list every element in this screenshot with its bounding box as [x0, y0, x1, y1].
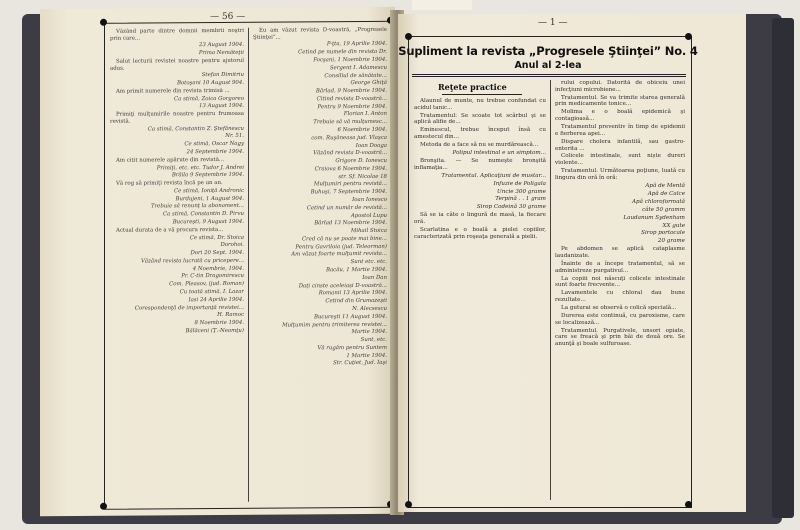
text-paragraph: Trebuie să renunţ la abonament...: [151, 203, 244, 210]
text-paragraph: Tratamentul. Aplicaţiuni de mustar...: [441, 172, 546, 179]
text-paragraph: Ca stimă, Constantin Z. Ştefănescu: [147, 125, 244, 133]
text-paragraph: Ioan Doaga: [355, 142, 387, 149]
text-paragraph: Ce stimă, Oscar Nagy: [184, 140, 244, 148]
text-paragraph: Bucureşti 11 August 1904.: [314, 313, 387, 321]
text-paragraph: Durerea este continuă, cu paroxisme, care se localizează...: [555, 313, 685, 326]
left-page: [40, 7, 395, 516]
text-paragraph: Pr. C-tin Dragomirescu: [181, 273, 244, 280]
text-paragraph: Florian I. Anton: [343, 111, 387, 118]
text-paragraph: La copiii noi născuţi colicele intestinale sunt foarte frecvente...: [555, 275, 685, 289]
text-paragraph: Dispare cholera infantilă, sau gastro-enterita ...: [555, 138, 685, 152]
text-paragraph: rului copului. Datorită de obiceiu unei infecţiuni microbiene...: [555, 80, 685, 93]
text-paragraph: Înainte de a începe tratamentul, să se administreze purgativul...: [555, 261, 685, 274]
text-paragraph: Tratamentul preventiv în timp de epidemii e fierberea apei...: [555, 124, 685, 137]
frame-corner-br: [685, 501, 692, 508]
text-paragraph: Cred că nu se poate mai bine...: [301, 235, 387, 243]
text-paragraph: Laudanum Sydenham: [623, 214, 685, 221]
text-paragraph: 6 Noembrie 1904.: [337, 126, 387, 134]
text-paragraph: Ioan Dan: [362, 274, 387, 281]
text-paragraph: câte 50 gramm: [642, 206, 685, 213]
right-column-2: [555, 80, 685, 500]
frame-corner-bl: [405, 501, 412, 508]
column-divider: [248, 28, 249, 502]
text-paragraph: Văzând revista D-voastră...: [313, 150, 387, 157]
text-paragraph: Terpină . . 1 gram: [495, 196, 546, 203]
text-paragraph: Romanii 13 Aprilie 1904.: [318, 290, 387, 297]
text-paragraph: Trebuie să vă mulţumesc...: [313, 119, 387, 126]
text-paragraph: Ce stimă, Dr. Stoica: [189, 234, 244, 241]
section-underline: [442, 94, 522, 95]
left-page-number: — 56 —: [210, 11, 246, 23]
text-paragraph: str. Sf. Nicolae 18: [338, 173, 387, 180]
right-page-number: — 1 —: [538, 18, 568, 28]
frame-corner-tl: [405, 33, 412, 40]
text-paragraph: N. Alecsescu: [352, 305, 387, 312]
left-column-2: [253, 27, 387, 502]
text-paragraph: Citind revista D-voastră...: [316, 95, 387, 103]
text-paragraph: Sunt, etc.: [360, 336, 387, 344]
text-paragraph: Văzând revista lucrată cu pricepere...: [140, 257, 244, 265]
text-paragraph: Bălăceni (Ţ.-Neamţu): [185, 327, 244, 335]
text-paragraph: Tratamentul. Purgativele, unsori opiate, care se freacă şi prin băi de două ore. Se anunţă şi boale sulfuroase.: [555, 327, 685, 348]
text-paragraph: Brăila 9 Septembrie 1904.: [171, 172, 244, 179]
text-paragraph: Mulţumiri pentru revistă...: [313, 181, 387, 188]
text-paragraph: Str. Cuţiet, Jud. Iaşi: [333, 360, 387, 367]
text-paragraph: Burdujeni, 1 August 904.: [175, 195, 244, 202]
supplement-subtitle: Anul al 2-lea: [514, 60, 582, 71]
text-paragraph: 13 August 1904.: [199, 103, 244, 110]
text-paragraph: 4 Noembrie, 1904.: [192, 265, 244, 272]
text-paragraph: Sirop Codeină 30 grame: [476, 204, 546, 211]
text-paragraph: 1 Martie 1904.: [346, 352, 387, 359]
text-paragraph: Primiţi mulţumirile noastre pentru frumoasa revistă.: [110, 111, 244, 125]
text-paragraph: Apă chloroformată: [631, 198, 685, 205]
text-paragraph: Cetind un număr de revistă...: [306, 204, 387, 212]
book-cover-edge: [772, 18, 794, 518]
text-paragraph: 20 grame: [657, 238, 685, 245]
text-paragraph: Am văzut foarte mulţumit revista...: [291, 251, 387, 258]
text-paragraph: Bacău, 1 Martie 1904.: [326, 266, 387, 274]
text-paragraph: Metoda de a face să nu se murdărească...: [420, 142, 539, 149]
right-column-1: [414, 98, 546, 500]
text-paragraph: XX gute: [662, 222, 685, 229]
text-paragraph: Vă rog să primiţi revista încă pe un an.: [116, 180, 223, 187]
frame-corner-tl: [100, 19, 107, 26]
column-divider: [550, 80, 551, 500]
text-paragraph: Ioan Ionesco: [352, 196, 387, 204]
text-paragraph: Cu toată stimă, I. Lazar: [179, 288, 244, 296]
text-paragraph: Uncie 300 grame: [497, 188, 546, 195]
text-paragraph: Să se ia câte o lingură de masă, la fiecare oră.: [414, 212, 546, 226]
text-paragraph: Iasi 24 Aprilie 1904.: [188, 296, 244, 303]
text-paragraph: Tratamentul: Se scoate tot scârbul şi se aplică alifie de...: [414, 112, 546, 126]
text-paragraph: Sirop portocale: [641, 230, 685, 237]
text-paragraph: Pentru Gavriloia (jud. Teleorman): [295, 243, 387, 251]
text-paragraph: Infuzie de Poligala: [493, 180, 546, 187]
supplement-title: Supliment la revista „Progresele Ştiinţei” No. 4: [398, 44, 698, 58]
text-paragraph: Consiliul de sănătate...: [324, 72, 387, 79]
left-column-1: [110, 28, 244, 503]
text-paragraph: Lavamentele cu chloral dau bune rezultate...: [555, 290, 685, 304]
text-paragraph: Grigore D. Ionescu: [335, 157, 387, 165]
text-paragraph: Cetind pe numele din revista Dr.: [298, 48, 387, 56]
text-paragraph: Primiţi, etc. etc. Tudor J. Andrei: [156, 164, 244, 171]
title-rule: [412, 74, 686, 75]
text-paragraph: Bronşita. — Se numeşte bronşită inflamaţia...: [414, 157, 546, 171]
text-paragraph: Martie 1904.: [351, 329, 387, 336]
text-paragraph: Eu am văzut revista D-voastră, „Progresele Ştiinţei”...: [253, 26, 387, 41]
text-paragraph: Alaunul de munte, nu trebue confundat cu acidul tanic...: [414, 98, 546, 111]
text-paragraph: Dorohoi.: [220, 242, 244, 249]
text-paragraph: Com. Pleasov, (jud. Roman): [169, 281, 244, 288]
text-paragraph: Dați cinste aceleiași D-voastră...: [298, 282, 387, 290]
text-paragraph: Dori 20 Sept. 1904.: [190, 249, 244, 257]
paper-tab: [412, 0, 472, 10]
text-paragraph: Bârlad, 9 Noembrie 1904.: [315, 87, 387, 95]
text-paragraph: Salut lecturii revistei noastre pentru ajutorul adus.: [110, 57, 244, 72]
text-paragraph: Stefan Dimitriu: [201, 72, 244, 79]
section-title: Reţete practice: [438, 82, 507, 92]
text-paragraph: Bucureşti, 9 August 1904.: [172, 218, 244, 226]
text-paragraph: 23 August 1904.: [199, 42, 244, 49]
text-paragraph: Mihail Stoica: [350, 227, 387, 235]
text-paragraph: Mulţumim pentru trimiterea revistei...: [282, 321, 387, 329]
text-paragraph: Focşani, 1 Noembrie 1904.: [313, 56, 387, 64]
text-paragraph: P-ţta, 19 Aprilie 1904.: [326, 41, 387, 48]
frame-corner-bl: [100, 503, 107, 510]
text-paragraph: Ce stimă, Ioniţă Andronic: [174, 187, 244, 195]
text-paragraph: Am primit numerele din revista trimisă ...: [116, 87, 230, 95]
text-paragraph: Am citit numerele apărute din revistă...: [116, 156, 225, 164]
text-paragraph: Cetind din Grumazeşti: [325, 297, 387, 305]
text-paragraph: Văzând parte dintre domnii membrii noştri prin care...: [110, 27, 244, 42]
frame-corner-tr: [685, 33, 692, 40]
text-paragraph: Nr. 51.: [225, 133, 244, 140]
text-paragraph: Pentru 9 Noembrie 1904.: [317, 103, 387, 110]
text-paragraph: Ca stimă, Zoica Gorgoreo: [174, 95, 244, 102]
text-paragraph: 24 Septembrie 1904.: [186, 148, 244, 156]
text-paragraph: Sergent I. Adamescu: [329, 64, 387, 71]
text-paragraph: Molima e o boală epidemică şi contagioasă...: [555, 109, 685, 123]
text-paragraph: Scarlatina e o boală a pielei copiilor, caracterizată prin roşeaţa generală a pielii.: [414, 227, 546, 240]
text-paragraph: com. Ruşăneasa jud. Vlaşca: [311, 134, 387, 142]
text-paragraph: Actual durata de a vă procura revista...: [116, 226, 224, 234]
text-paragraph: Buhuşi, 7 Septembrie 1904.: [310, 189, 387, 196]
text-paragraph: Apostol Lupu: [350, 212, 387, 219]
title-rule-2: [412, 76, 686, 77]
text-paragraph: George Ghiţă: [350, 80, 387, 87]
text-paragraph: Tratamentul. Se va trimite starea generală prin medicamente tonice...: [555, 94, 685, 108]
text-paragraph: Corespondenţă de importanţă revistei...: [134, 304, 244, 312]
text-paragraph: Apă de Mentă: [645, 182, 685, 189]
text-paragraph: Tratamentul. Următoarea poţiune, luată cu lingura din oră în oră:: [555, 168, 685, 181]
text-paragraph: Prima Nemăteţii: [198, 49, 244, 57]
text-paragraph: Colicele intestinale, sunt niște dureri violente...: [555, 153, 685, 167]
text-paragraph: Apă de Calce: [647, 190, 685, 197]
text-paragraph: H. Ramoc: [217, 312, 244, 319]
text-paragraph: Bârlad 13 Noembrie 1904.: [314, 220, 387, 227]
text-paragraph: Pe abdomen se aplică cataplasme laudanizate.: [555, 246, 685, 260]
text-paragraph: La guturai se observă o colică specială...: [561, 305, 677, 312]
text-paragraph: Craiova 6 Noembrie 1904.: [314, 165, 387, 173]
right-page: [398, 14, 746, 512]
text-paragraph: Sunt etc. etc.: [350, 259, 387, 266]
text-paragraph: Vă rugăm pentru Suntem: [317, 344, 387, 352]
text-paragraph: Polipul intestinal e un simptom...: [452, 150, 546, 156]
text-paragraph: 8 Noembrie 1904.: [194, 319, 244, 327]
text-paragraph: Botoşani 10 August 904.: [176, 79, 244, 87]
text-paragraph: Ca stimă, Constantin D. Pirvu: [163, 211, 244, 218]
text-paragraph: Eminescul, trebue început însă cu amestecul din...: [414, 127, 546, 141]
